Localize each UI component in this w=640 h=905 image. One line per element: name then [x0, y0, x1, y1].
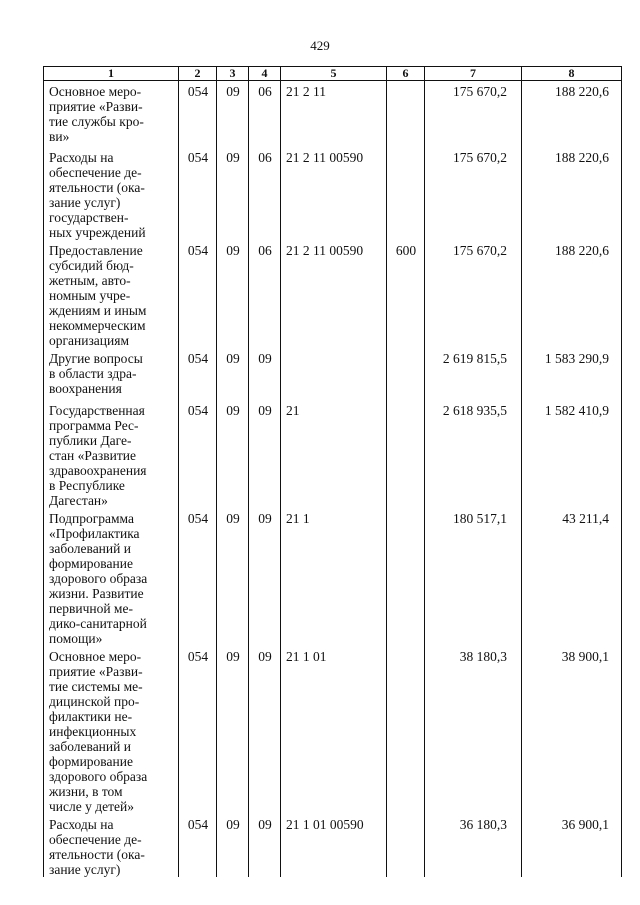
chapter-code-cell: 054 — [179, 646, 217, 814]
expense-type-cell — [387, 646, 425, 814]
row-name-line: Предоставление — [49, 242, 143, 258]
amount-year2-cell: 36 900,1 — [522, 814, 622, 877]
row-name-line: ятельности (ока- — [49, 846, 145, 862]
table-row — [44, 508, 622, 646]
row-name-cell — [44, 814, 179, 877]
chapter-code-cell: 054 — [179, 348, 217, 400]
row-name-line: формирование — [49, 555, 133, 571]
page-number: 429 — [310, 38, 330, 53]
expense-type-cell — [387, 400, 425, 508]
row-name-line: первичной ме- — [49, 600, 133, 616]
subsection-code-cell: 06 — [249, 240, 281, 348]
row-name-line: Расходы на — [49, 816, 114, 832]
table-row — [44, 240, 622, 348]
section-code-cell: 09 — [217, 646, 249, 814]
row-name-cell — [44, 81, 179, 147]
row-name-line: Другие вопросы — [49, 350, 143, 366]
subsection-code-cell: 06 — [249, 147, 281, 240]
amount-year1-cell: 175 670,2 — [425, 81, 522, 147]
header-col-8: 8 — [522, 67, 622, 81]
row-name-line: жетным, авто- — [49, 272, 131, 288]
amount-year1-cell: 38 180,3 — [425, 646, 522, 814]
table-row — [44, 814, 622, 877]
row-name-line: заболеваний и — [49, 738, 131, 754]
subsection-code-cell: 06 — [249, 81, 281, 147]
chapter-code-cell: 054 — [179, 508, 217, 646]
header-col-7: 7 — [425, 67, 522, 81]
row-name-line: приятие «Разви- — [49, 99, 143, 114]
row-name-line: в области здра- — [49, 365, 137, 381]
header-col-1: 1 — [44, 67, 179, 81]
target-article-cell: 21 2 11 00590 — [281, 147, 387, 240]
row-name-line: Подпрограмма — [49, 510, 134, 526]
amount-year2-cell: 38 900,1 — [522, 646, 622, 814]
row-name-cell — [44, 348, 179, 400]
amount-year1-cell: 36 180,3 — [425, 814, 522, 877]
header-col-5: 5 — [281, 67, 387, 81]
row-name-line: Государственная — [49, 402, 145, 418]
row-name-line: тие службы кро- — [49, 114, 144, 129]
amount-year1-cell: 175 670,2 — [425, 240, 522, 348]
row-name-cell — [44, 400, 179, 508]
amount-year2-cell: 1 582 410,9 — [522, 400, 622, 508]
row-name-line: субсидий бюд- — [49, 257, 134, 273]
header-col-4: 4 — [249, 67, 281, 81]
target-article-cell: 21 — [281, 400, 387, 508]
expense-type-cell — [387, 147, 425, 240]
row-name-line: Дагестан» — [49, 492, 108, 508]
row-name-line: ждениям и иным — [49, 302, 147, 318]
section-code-cell: 09 — [217, 240, 249, 348]
amount-year1-cell: 175 670,2 — [425, 147, 522, 240]
target-article-cell: 21 1 01 00590 — [281, 814, 387, 877]
row-name-line: здравоохранения — [49, 462, 147, 478]
row-name-line: инфекционных — [49, 723, 137, 739]
target-article-cell — [281, 348, 387, 400]
section-code-cell: 09 — [217, 147, 249, 240]
row-name-line: приятие «Разви- — [49, 663, 143, 679]
row-name-line: стан «Развитие — [49, 447, 136, 463]
row-name-line: государствен- — [49, 209, 129, 225]
chapter-code-cell: 054 — [179, 814, 217, 877]
amount-year1-cell: 2 618 935,5 — [425, 400, 522, 508]
expense-type-cell — [387, 814, 425, 877]
section-code-cell: 09 — [217, 508, 249, 646]
chapter-code-cell: 054 — [179, 147, 217, 240]
row-name-line: дико-санитарной — [49, 615, 147, 631]
subsection-code-cell: 09 — [249, 814, 281, 877]
row-name-line: обеспечение де- — [49, 831, 142, 847]
chapter-code-cell: 054 — [179, 240, 217, 348]
row-name-cell — [44, 147, 179, 240]
row-name-cell — [44, 646, 179, 814]
table-row — [44, 400, 622, 508]
table-row — [44, 646, 622, 814]
row-name-line: в Республике — [49, 477, 125, 493]
amount-year2-cell: 188 220,6 — [522, 147, 622, 240]
header-col-3: 3 — [217, 67, 249, 81]
amount-year2-cell: 188 220,6 — [522, 81, 622, 147]
row-name-line: обеспечение де- — [49, 164, 142, 180]
row-name-line: помощи» — [49, 630, 103, 646]
amount-year1-cell: 2 619 815,5 — [425, 348, 522, 400]
row-name-line: формирование — [49, 753, 133, 769]
row-name-line: зание услуг) — [49, 194, 121, 210]
subsection-code-cell: 09 — [249, 400, 281, 508]
target-article-cell: 21 1 — [281, 508, 387, 646]
row-name-line: ных учреждений — [49, 224, 146, 240]
row-name-line: организациям — [49, 332, 130, 348]
header-col-2: 2 — [179, 67, 217, 81]
row-name-line: зание услуг) — [49, 861, 121, 877]
chapter-code-cell: 054 — [179, 81, 217, 147]
amount-year2-cell: 188 220,6 — [522, 240, 622, 348]
row-name-line: программа Рес- — [49, 417, 139, 433]
target-article-cell: 21 2 11 00590 — [281, 240, 387, 348]
row-name-line: ятельности (ока- — [49, 179, 145, 195]
expense-type-cell — [387, 508, 425, 646]
subsection-code-cell: 09 — [249, 646, 281, 814]
row-name-line: филактики не- — [49, 708, 133, 724]
row-name-line: ви» — [49, 129, 70, 144]
expense-type-cell — [387, 81, 425, 147]
amount-year1-cell: 180 517,1 — [425, 508, 522, 646]
table-row — [44, 348, 622, 400]
amount-year2-cell: 1 583 290,9 — [522, 348, 622, 400]
section-code-cell: 09 — [217, 81, 249, 147]
row-name-line: Основное меро- — [49, 84, 142, 99]
table-row — [44, 81, 622, 147]
row-name-line: Расходы на — [49, 149, 114, 165]
row-name-line: числе у детей» — [49, 798, 134, 814]
target-article-cell: 21 2 11 — [281, 81, 387, 147]
subsection-code-cell: 09 — [249, 508, 281, 646]
row-name-line: дицинской про- — [49, 693, 140, 709]
target-article-cell: 21 1 01 — [281, 646, 387, 814]
row-name-line: публики Даге- — [49, 432, 132, 448]
row-name-line: жизни. Развитие — [49, 585, 144, 601]
section-code-cell: 09 — [217, 348, 249, 400]
section-code-cell: 09 — [217, 814, 249, 877]
row-name-line: заболеваний и — [49, 540, 131, 556]
row-name-line: «Профилактика — [49, 525, 140, 541]
expense-type-cell — [387, 348, 425, 400]
row-name-line: жизни, в том — [49, 783, 123, 799]
section-code-cell: 09 — [217, 400, 249, 508]
row-name-line: здорового образа — [49, 570, 148, 586]
chapter-code-cell: 054 — [179, 400, 217, 508]
budget-table — [43, 66, 622, 877]
header-row — [44, 67, 622, 81]
table-row — [44, 147, 622, 240]
row-name-cell — [44, 240, 179, 348]
row-name-cell — [44, 508, 179, 646]
table-body — [44, 81, 622, 877]
row-name-line: некоммерческим — [49, 317, 146, 333]
row-name-line: Основное меро- — [49, 648, 142, 664]
row-name-line: воохранения — [49, 380, 122, 396]
row-name-line: номным учре- — [49, 287, 131, 303]
row-name-line: здорового образа — [49, 768, 148, 784]
header-col-6: 6 — [387, 67, 425, 81]
subsection-code-cell: 09 — [249, 348, 281, 400]
amount-year2-cell: 43 211,4 — [522, 508, 622, 646]
row-name-line: тие системы ме- — [49, 678, 143, 694]
expense-type-cell: 600 — [387, 240, 425, 348]
